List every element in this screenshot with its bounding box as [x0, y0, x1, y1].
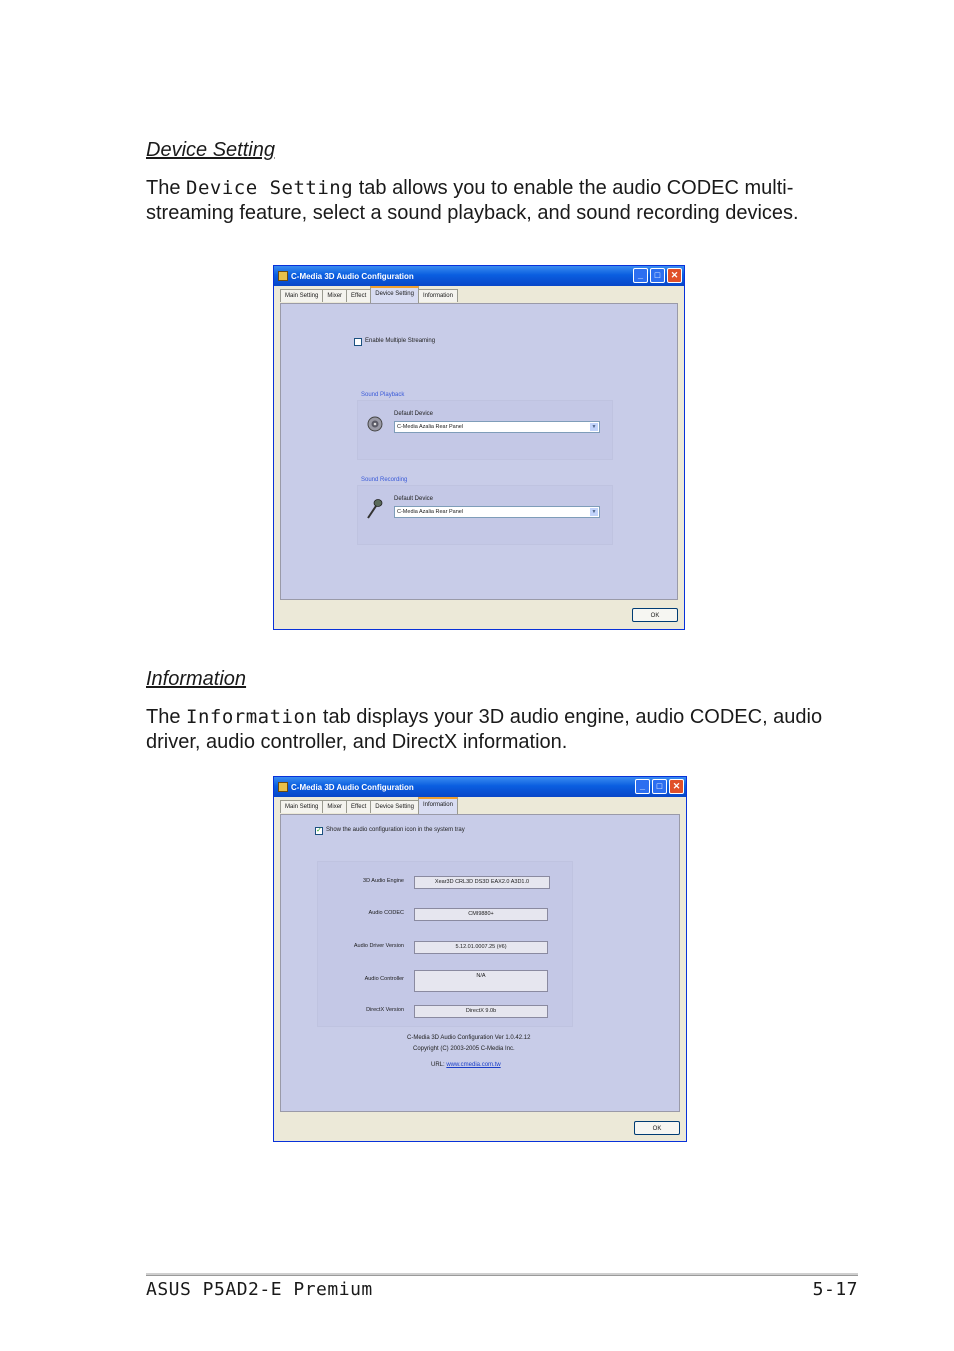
close-button[interactable]: ✕ — [667, 268, 682, 283]
tab-device-setting[interactable]: Device Setting — [370, 800, 419, 813]
footer-page-number: 5-17 — [812, 1279, 858, 1300]
speaker-icon — [366, 415, 384, 433]
info-row-label: DirectX Version — [366, 1007, 404, 1013]
microphone-icon — [364, 498, 384, 520]
information-paragraph — [146, 705, 826, 754]
url-label: URL: — [431, 1062, 445, 1068]
playback-group-label: Sound Playback — [361, 392, 405, 398]
device-setting-panel — [280, 303, 678, 600]
recording-selected-value: C-Media Azalia Rear Panel — [397, 509, 464, 515]
recording-group — [357, 485, 613, 545]
tab-effect[interactable]: Effect — [346, 289, 371, 302]
tab-bar — [280, 800, 457, 814]
audio-engine-field: Xear3D CRL3D DS3D EAX2.0 A3D1.0 — [414, 876, 550, 889]
tab-main-setting[interactable]: Main Setting — [280, 289, 323, 302]
ok-button[interactable]: OK — [632, 608, 678, 622]
tray-icon-label: Show the audio configuration icon in the system tray — [326, 827, 465, 833]
para-term: Information — [186, 706, 318, 728]
device-setting-window — [273, 265, 685, 630]
device-setting-paragraph — [146, 176, 826, 225]
playback-group — [357, 400, 613, 460]
information-panel — [280, 814, 680, 1112]
close-button[interactable]: ✕ — [669, 779, 684, 794]
multi-stream-label: Enable Multiple Streaming — [365, 338, 436, 344]
info-group — [317, 861, 573, 1027]
para-text: The — [146, 177, 187, 199]
recording-device-select[interactable] — [394, 506, 600, 518]
info-row-label: Audio CODEC — [368, 910, 404, 916]
maximize-button[interactable]: □ — [652, 779, 667, 794]
para-text: tab allows you to enable the audio CODEC multi-streaming feature, select a sound playback, and sound recording devices. — [146, 177, 799, 224]
url-row — [431, 1062, 501, 1068]
driver-version-field: 5.12.01.0007.25 (#6) — [414, 941, 548, 954]
chevron-down-icon[interactable]: ▼ — [591, 424, 597, 430]
tab-information[interactable]: Information — [418, 289, 458, 302]
recording-device-label: Default Device — [394, 496, 434, 502]
information-heading: Information — [146, 668, 247, 690]
para-term: Device Setting — [186, 177, 354, 199]
playback-device-label: Default Device — [394, 411, 434, 417]
audio-codec-field: CMI9880+ — [414, 908, 548, 921]
app-icon — [278, 271, 288, 281]
about-version: C-Media 3D Audio Configuration Ver 1.0.42.12 — [407, 1035, 531, 1041]
title-bar[interactable] — [274, 266, 684, 286]
info-row-label: Audio Controller — [364, 976, 404, 982]
multi-stream-checkbox[interactable] — [354, 338, 362, 346]
para-text: tab displays your 3D audio engine, audio CODEC, audio driver, audio controller, and DirectX information. — [146, 706, 823, 753]
ok-button[interactable]: OK — [634, 1121, 680, 1135]
footer-rule — [146, 1273, 858, 1276]
para-text: The — [146, 706, 187, 728]
app-icon — [278, 782, 288, 792]
minimize-button[interactable]: _ — [635, 779, 650, 794]
tray-icon-checkbox[interactable]: ✓ — [316, 827, 322, 834]
tab-mixer[interactable]: Mixer — [322, 289, 347, 302]
title-bar[interactable] — [274, 777, 686, 797]
directx-version-field: DirectX 9.0b — [414, 1005, 548, 1018]
tab-device-setting[interactable]: Device Setting — [370, 286, 419, 303]
info-row-label: 3D Audio Engine — [363, 878, 404, 884]
chevron-down-icon[interactable]: ▼ — [591, 509, 597, 515]
tab-mixer[interactable]: Mixer — [322, 800, 347, 813]
url-link[interactable]: www.cmedia.com.tw — [446, 1062, 501, 1068]
about-copyright: Copyright (C) 2003-2005 C-Media Inc. — [413, 1046, 515, 1052]
playback-selected-value: C-Media Azalia Rear Panel — [397, 424, 464, 430]
tab-information[interactable]: Information — [418, 797, 458, 814]
minimize-button[interactable]: _ — [633, 268, 648, 283]
tab-effect[interactable]: Effect — [346, 800, 371, 813]
maximize-button[interactable]: □ — [650, 268, 665, 283]
tab-bar — [280, 289, 457, 303]
playback-device-select[interactable] — [394, 421, 600, 433]
window-title: C-Media 3D Audio Configuration — [291, 782, 414, 792]
audio-controller-field: N/A — [414, 970, 548, 992]
recording-group-label: Sound Recording — [361, 477, 408, 483]
footer-product: ASUS P5AD2-E Premium — [146, 1279, 373, 1300]
info-row-label: Audio Driver Version — [353, 943, 404, 949]
window-title: C-Media 3D Audio Configuration — [291, 271, 414, 281]
information-window — [273, 776, 687, 1142]
tab-main-setting[interactable]: Main Setting — [280, 800, 323, 813]
device-setting-heading: Device Setting — [146, 139, 275, 161]
